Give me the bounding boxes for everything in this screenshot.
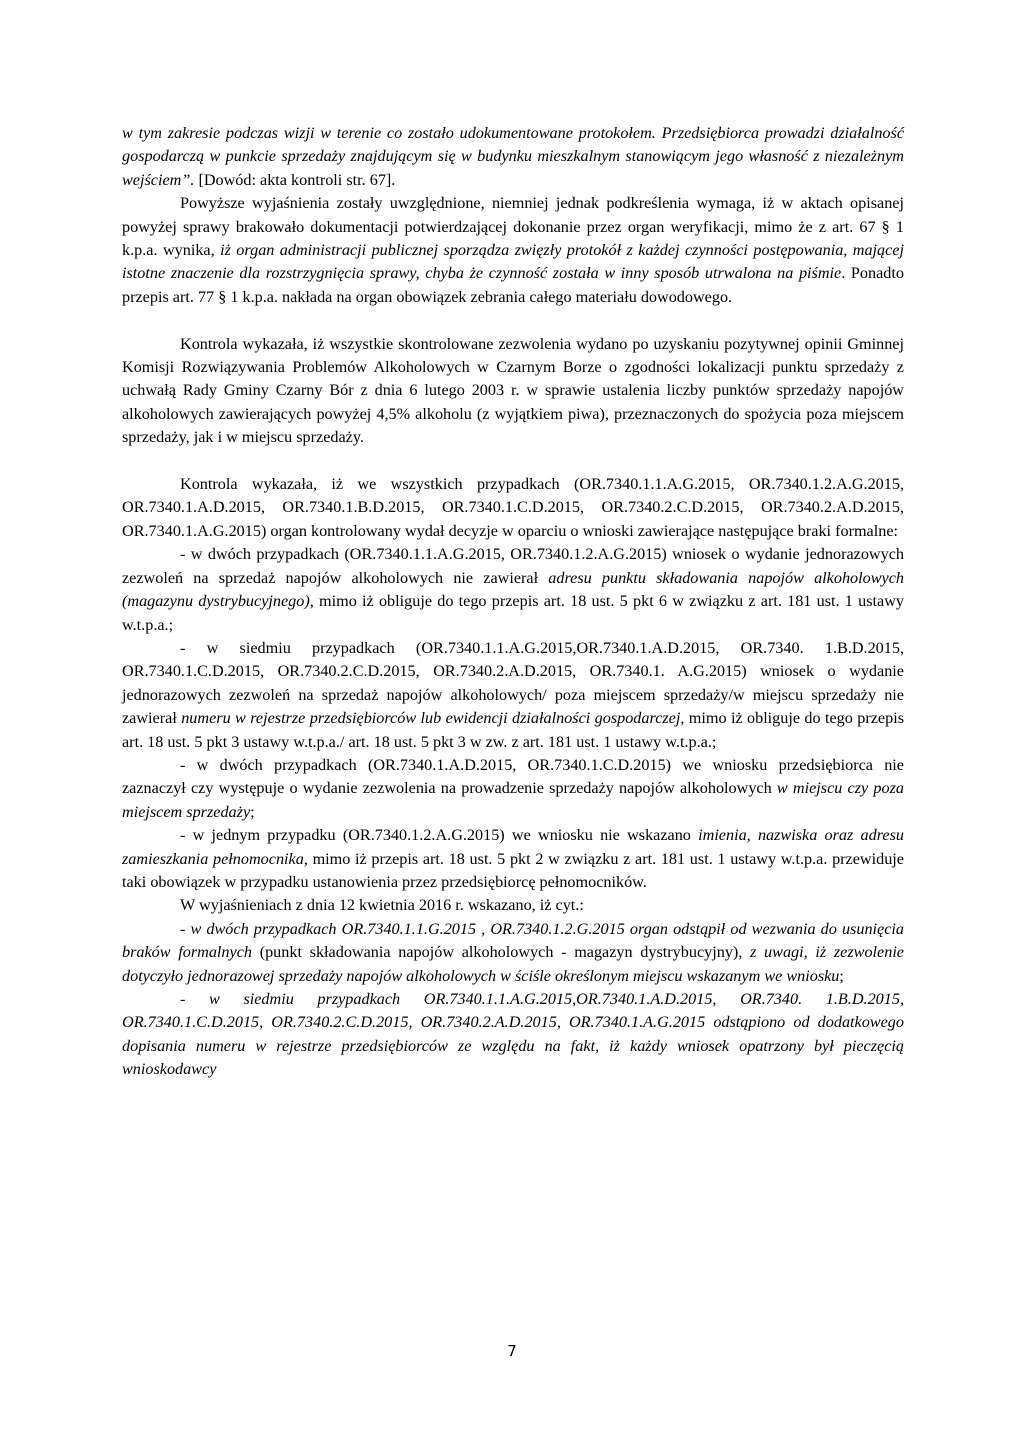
text-span: - w jednym przypadku (OR.7340.1.2.A.G.2015) we wniosku nie wskazano xyxy=(180,826,699,845)
paragraph-explanations-intro: W wyjaśnieniach z dnia 12 kwietnia 2016 r. wskazano, iż cyt.: xyxy=(180,896,584,915)
text-span: - w siedmiu przypadkach (OR.7340.1.1.A.G.2015,OR.7340.1.A.D.2015, OR.7340. 1.B.D.2015, OR.7340.1.C.D.2015, OR.7340.2.C.D.2015, OR.7340.2.A.D.2015, OR.7340.1. A.G.2015) wniosek o wydanie jednorazowych zezwoleń na sprzedaż napojów alkoholowych/ poza miejscem sprzedaży/w miejscu sprzedaży nie zawierał xyxy=(122,638,904,728)
text-span: ; xyxy=(839,966,844,985)
text-span: - w dwóch przypadkach (OR.7340.1.1.A.G.2015, OR.7340.1.2.A.G.2015) wniosek o wydanie jednorazowych zezwoleń na sprzedaż napojów alkoholowych nie zawierał xyxy=(122,545,904,587)
paragraph-explanations xyxy=(122,192,904,309)
italic-span: adresu punktu składowania napojów alkoholowych (magazynu dystrybucyjnego) xyxy=(122,568,904,611)
italic-span: - w dwóch przypadkach OR.7340.1.1.G.2015 , OR.7340.1.2.G.2015 organ odstąpił od wezwania do usunięcia braków formalnych xyxy=(122,919,904,962)
document-body xyxy=(122,122,904,1082)
text-span: ; xyxy=(250,802,255,821)
list-item-explanation-seven-cases xyxy=(122,988,904,1082)
paragraph-protocol-quote xyxy=(122,122,904,192)
list-item-proxy xyxy=(122,824,904,894)
evidence-reference: [Dowód: akta kontroli str. 67]. xyxy=(194,170,396,189)
italic-span: w miejscu czy poza miejscem sprzedaży xyxy=(122,779,905,821)
italic-span: numeru w rejestrze przedsiębiorców lub ewidencji działalności gospodarczej xyxy=(181,709,681,728)
paragraph-gap xyxy=(122,450,904,473)
paragraph-control-opinion: Kontrola wykazała, iż wszystkie skontrolowane zezwolenia wydano po uzyskaniu pozytywnej opinii Gminnej Komisji Rozwiązywania Problemów Alkoholowych w Czarnym Borze o zgodności lokalizacji punktu sprzedaży z uchwałą Rady Gminy Czarny Bór z dnia 6 lutego 2003 r. w sprawie ustalenia liczby punktów sprzedaży napojów alkoholowych zawierających powyżej 4,5% alkoholu (z wyjątkiem piwa), przeznaczonych do spożycia poza miejscem sprzedaży, jak i w miejscu sprzedaży. xyxy=(122,334,904,447)
list-item-two-cases xyxy=(122,543,904,637)
page-number: 7 xyxy=(507,1342,517,1360)
paragraph-gap xyxy=(122,309,904,332)
text-span: - w dwóch przypadkach (OR.7340.1.A.D.2015, OR.7340.1.C.D.2015) we wniosku przedsiębiorca nie zaznaczył czy występuje o wydanie zezwolenia na prowadzenie sprzedaży napojów alkoholowych xyxy=(122,755,904,798)
text-span: . Ponadto przepis art. 77 § 1 k.p.a. nakłada na organ obowiązek zebrania całego materiału dowodowego. xyxy=(122,264,904,306)
text-span: , mimo iż przepis art. 18 ust. 5 pkt 2 w związku z art. 181 ust. 1 ustawy w.t.p.a. przewiduje taki obowiązek w przypadku ustanowienia przez przedsiębiorcę pełnomocników. xyxy=(122,849,904,891)
text-span: Powyższe wyjaśnienia zostały uwzględnione, niemniej jednak podkreślenia wymaga, iż w aktach opisanej powyżej sprawy brakowało dokumentacji potwierdzającej dokonanie przez organ weryfikacji, mimo że z art. 67 § 1 k.p.a. wynika, xyxy=(122,194,904,260)
legal-quote-italic: iż organ administracji publicznej sporządza zwięzły protokół z każdej czynności postępowania, mającej istotne znaczenie dla rozstrzygnięcia sprawy, chyba że czynność została w inny sposób utrwalona na piśmie xyxy=(122,241,905,283)
list-item-seven-cases xyxy=(122,637,904,754)
quote-italic: w tym zakresie podczas wizji w terenie co zostało udokumentowane protokołem. Przedsiębiorca prowadzi działalność gospodarczą w punkcie sprzedaży znajdującym się w budynku mieszkalnym stanowiącym jego własność z niezależnym wejściem”. xyxy=(122,124,904,189)
italic-span: - w siedmiu przypadkach OR.7340.1.1.A.G.2015,OR.7340.1.A.D.2015, OR.7340. 1.B.D.2015, OR.7340.1.C.D.2015, OR.7340.2.C.D.2015, OR.7340.2.A.D.2015, OR.7340.1.A.G.2015 odstąpiono od dodatkowego dopisania numeru w rejestrze przedsiębiorców ze względu na fakt, iż każdy wniosek opatrzony był pieczęcią wnioskodawcy xyxy=(122,990,904,1079)
paragraph-control-cases: Kontrola wykazała, iż we wszystkich przypadkach (OR.7340.1.1.A.G.2015, OR.7340.1.2.A.G.2015, OR.7340.1.A.D.2015, OR.7340.1.B.D.2015, OR.7340.1.C.D.2015, OR.7340.2.C.D.2015, OR.7340.2.A.D.2015, OR.7340.1.A.G.2015) organ kontrolowany wydał decyzje w oparciu o wnioski zawierające następujące braki formalne: xyxy=(122,475,904,540)
list-item-explanation-two-cases xyxy=(122,918,904,988)
list-item-sale-place xyxy=(122,754,904,824)
text-span: (punkt składowania napojów alkoholowych - magazyn dystrybucyjny), xyxy=(252,943,751,962)
text-span: , mimo iż obliguje do tego przepis art. 18 ust. 5 pkt 3 ustawy w.t.p.a./ art. 18 ust. 5 pkt 3 w zw. z art. 181 ust. 1 ustawy w.t.p.a.; xyxy=(122,709,904,751)
italic-span: z uwagi, iż zezwolenie dotyczyło jednorazowej sprzedaży napojów alkoholowych w ściśle określonym miejscu wskazanym we wniosku xyxy=(122,943,904,985)
text-span: , mimo iż obliguje do tego przepis art. 18 ust. 5 pkt 6 w związku z art. 181 ust. 1 ustawy w.t.p.a.; xyxy=(122,592,904,634)
italic-span: imienia, nazwiska oraz adresu zamieszkania pełnomocnika xyxy=(122,826,904,868)
